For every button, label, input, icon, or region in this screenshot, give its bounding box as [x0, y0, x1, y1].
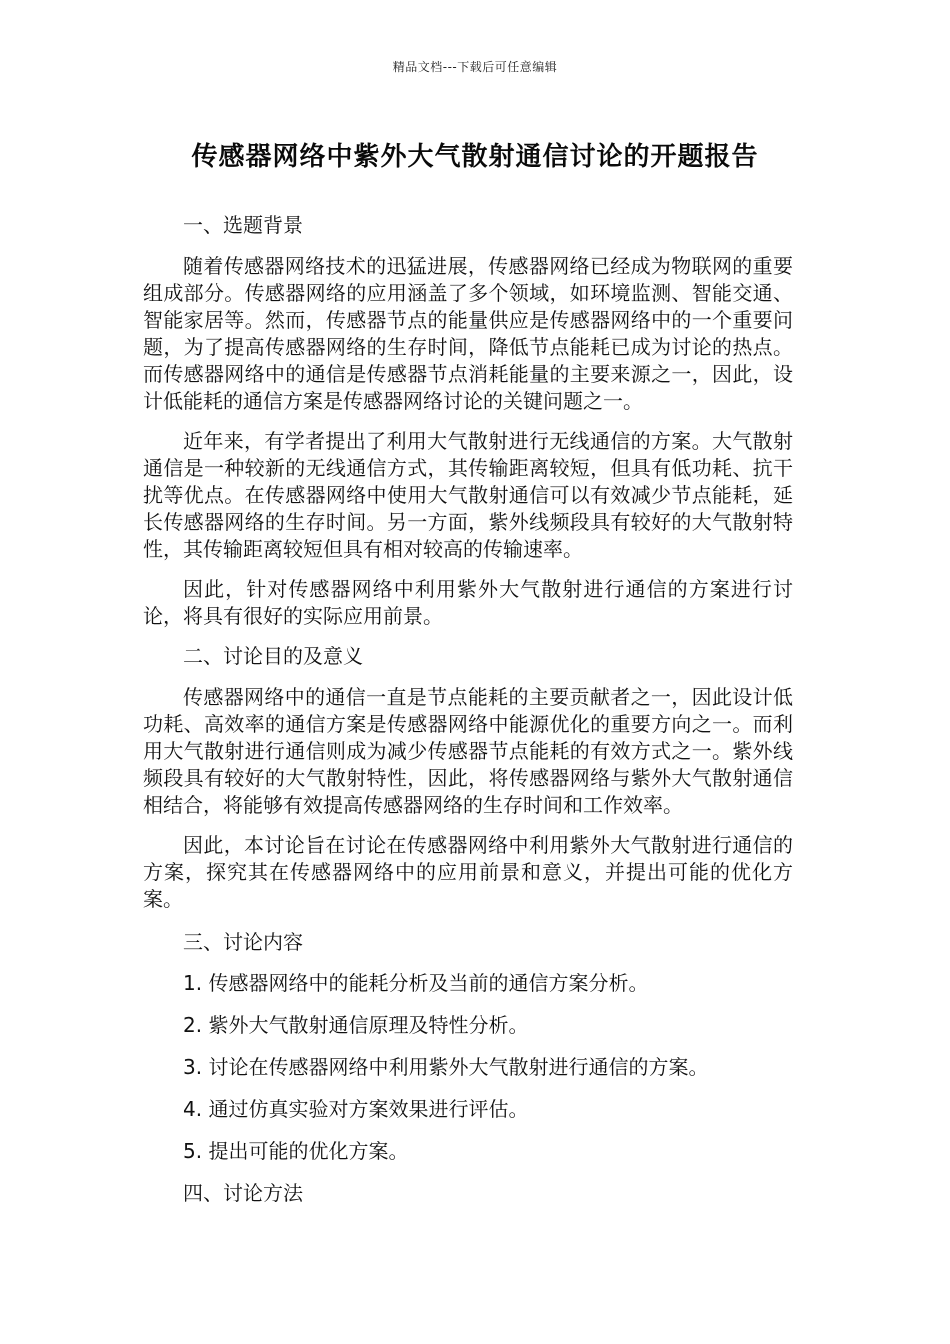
- list-item: 4. 通过仿真实验对方案效果进行评估。: [183, 1097, 529, 1121]
- document-body: [143, 212, 793, 1221]
- paragraph-background-2: 近年来，有学者提出了利用大气散射进行无线通信的方案。大气散射通信是一种较新的无线通信方式，其传输距离较短，但具有低功耗、抗干扰等优点。在传感器网络中使用大气散射通信可以有效减少节点能耗，延长传感器网络的生存时间。另一方面，紫外线频段具有较好的大气散射特性，其传输距离较短但具有相对较高的传输速率。: [143, 429, 793, 561]
- list-item: 5. 提出可能的优化方案。: [183, 1139, 409, 1163]
- paragraph-purpose-2: 因此，本讨论旨在讨论在传感器网络中利用紫外大气散射进行通信的方案，探究其在传感器网络中的应用前景和意义，并提出可能的优化方案。: [143, 833, 793, 911]
- paragraph-background-1: 随着传感器网络技术的迅猛进展，传感器网络已经成为物联网的重要组成部分。传感器网络的应用涵盖了多个领域，如环境监测、智能交通、智能家居等。然而，传感器节点的能量供应是传感器网络中的一个重要问题，为了提高传感器网络的生存时间，降低节点能耗已成为讨论的热点。而传感器网络中的通信是传感器节点消耗能量的主要来源之一，因此，设计低能耗的通信方案是传感器网络讨论的关键问题之一。: [143, 254, 793, 413]
- list-item: 2. 紫外大气散射通信原理及特性分析。: [183, 1013, 529, 1037]
- section-heading-purpose: 二、讨论目的及意义: [183, 644, 363, 668]
- paragraph-background-3: 因此，针对传感器网络中利用紫外大气散射进行通信的方案进行讨论，将具有很好的实际应用前景。: [143, 577, 793, 628]
- section-heading-background: 一、选题背景: [183, 213, 303, 237]
- paragraph-purpose-1: 传感器网络中的通信一直是节点能耗的主要贡献者之一，因此设计低功耗、高效率的通信方案是传感器网络中能源优化的重要方向之一。而利用大气散射进行通信则成为减少传感器节点能耗的有效方式之一。紫外线频段具有较好的大气散射特性，因此，将传感器网络与紫外大气散射通信相结合，将能够有效提高传感器网络的生存时间和工作效率。: [143, 685, 793, 817]
- document-title: 传感器网络中紫外大气散射通信讨论的开题报告: [191, 142, 759, 172]
- list-item: 1. 传感器网络中的能耗分析及当前的通信方案分析。: [183, 971, 649, 995]
- section-heading-content: 三、讨论内容: [183, 930, 303, 954]
- list-item: 3. 讨论在传感器网络中利用紫外大气散射进行通信的方案。: [183, 1055, 709, 1079]
- section-heading-method: 四、讨论方法: [183, 1181, 303, 1205]
- page-header: 精品文档---下载后可任意编辑: [392, 60, 558, 74]
